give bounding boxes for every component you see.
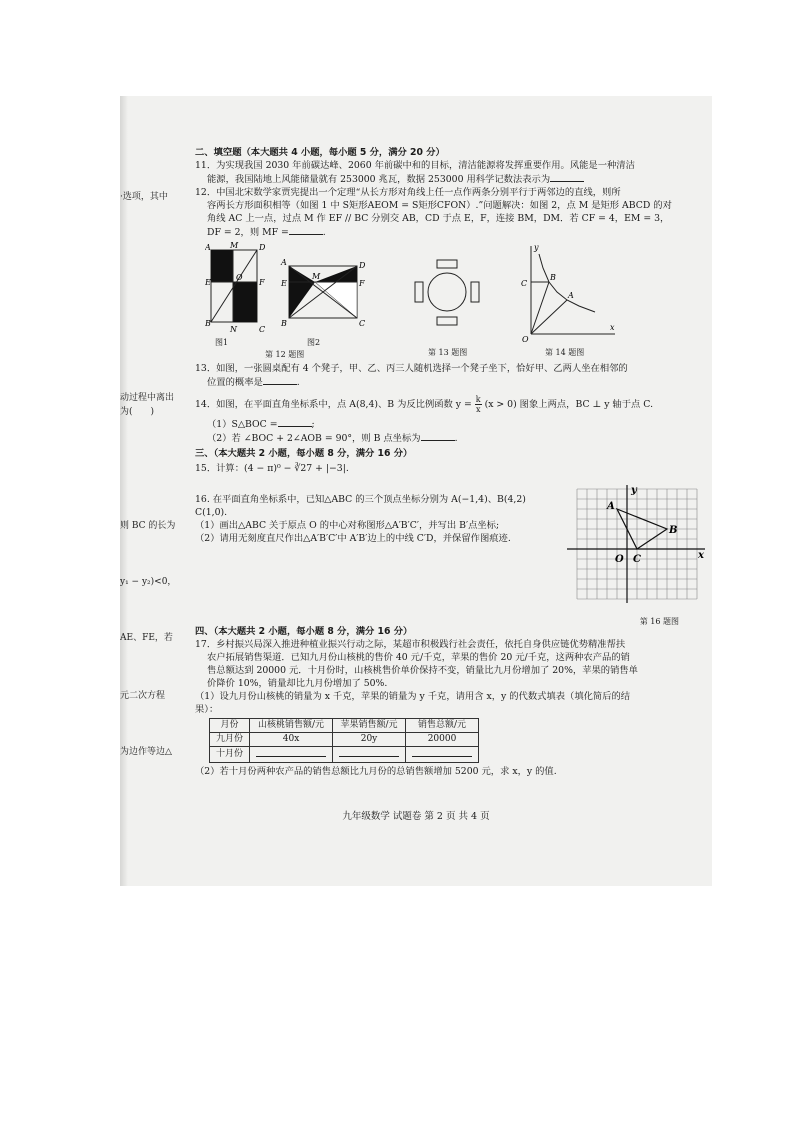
- table-header-cell: 月份: [210, 719, 250, 733]
- answer-blank: [256, 747, 326, 757]
- answer-blank: [278, 417, 312, 427]
- q17-text: 农户拓展销售渠道．已知九月份山核桃的售价 40 元/千克，苹果的售价 20 元/千克，这两种农产品的销: [207, 652, 630, 663]
- edge-text: 为边作等边△: [120, 747, 172, 757]
- fraction-k-over-x: $\frac{k}{x}$: [475, 395, 481, 414]
- q12-text: 角线 AC 上一点，过点 M 作 EF // BC 分别交 AB，CD 于点 E，F，连接 BM，DM．若 CF = 4，EM = 3，: [207, 213, 670, 224]
- label-M: M: [312, 272, 321, 281]
- table-row: [210, 747, 479, 763]
- edge-text: AE、FE，若: [120, 633, 173, 643]
- q16-sub1: （1）画出△ABC 关于原点 O 的中心对称图形△A′B′C′，并写出 B′点坐标;: [195, 520, 500, 531]
- q16-sub2: （2）请用无刻度直尺作出△A′B′C′中 A′B′边上的中线 C′D，并保留作图痕迹.: [195, 533, 511, 544]
- q12-text: 12．中国北宋数学家贾宪提出一个定理“从长方形对角线上任一点作两条分别平行于两邻边的直线，则所: [195, 187, 621, 198]
- fig16-caption: 第 16 题图: [639, 617, 679, 626]
- table-header-cell: 苹果销售额/元: [333, 719, 406, 733]
- table-cell: 九月份: [210, 733, 250, 747]
- section-4-title: 四、（本大题共 2 小题，每小题 8 分，满分 16 分）: [195, 626, 413, 637]
- label-N: N: [230, 325, 237, 334]
- page-footer: 九年级数学 试题卷 第 2 页 共 4 页: [342, 811, 490, 822]
- q17-text: 售总额达到 20000 元．十月份时，山核桃售价单价保持不变，销量比九月份增加了 20%，苹果的销售单: [207, 665, 638, 676]
- answer-blank: [289, 225, 323, 235]
- table-cell-blank: [250, 747, 333, 763]
- label-F: F: [359, 279, 365, 288]
- label-F: F: [259, 278, 265, 287]
- table-cell-blank: [406, 747, 479, 763]
- q16-text: 16. 在平面直角坐标系中，已知△ABC 的三个顶点坐标分别为 A(−1,4)、B(4,2): [195, 494, 526, 505]
- edge-text: 动过程中离出: [120, 393, 175, 403]
- fig1-caption: 图1: [215, 338, 229, 347]
- answer-blank: [339, 747, 399, 757]
- q14-text: 14．如图，在平面直角坐标系中，点 A(8,4)、B 为反比例函数 y = $\frac{k}{x}$ (x > 0) 图象上两点，BC ⊥ y 轴于点 C.: [195, 395, 654, 414]
- q15-text: 15．计算：(4 − π)⁰ − ∛27 + |−3|.: [195, 463, 349, 474]
- table-row: [210, 733, 479, 747]
- fig12-caption: 第 12 题图: [265, 350, 305, 359]
- q17-text: 价降价 10%，销量却比九月份增加了 50%.: [207, 678, 388, 689]
- q11-text: 能源，我国陆地上风能储量就有 253000 兆瓦，数据 253000 用科学记数法表示为: [195, 172, 707, 186]
- previous-page-edge: [120, 96, 188, 886]
- edge-text: 则 BC 的长为: [120, 521, 176, 531]
- label-C: C: [633, 554, 641, 565]
- q14-sub2: （2）若 ∠BOC + 2∠AOB = 90°，则 B 点坐标为 .: [207, 433, 458, 444]
- q17-sub1: （1）设九月份山核桃的销量为 x 千克，苹果的销量为 y 千克，请用含 x，y 的代数式填表（填化简后的结: [195, 691, 631, 702]
- answer-blank: [412, 747, 472, 757]
- q11-text: 11．为实现我国 2030 年前碳达峰、2060 年前碳中和的目标，清洁能源将发挥重要作用。风能是一种清洁: [195, 160, 635, 171]
- label-O: O: [615, 554, 624, 565]
- label-B: B: [281, 319, 287, 328]
- label-C: C: [521, 279, 528, 288]
- q17-sub1: 果）：: [195, 704, 219, 715]
- answer-blank: [263, 375, 297, 385]
- label-x: x: [610, 323, 615, 332]
- label-C: C: [359, 319, 365, 328]
- q12-text: 容两长方形面积相等（如图 1 中 S矩形AEOM = S矩形CFON）.”问题解决：如图 2，点 M 是矩形 ABCD 的对: [207, 200, 672, 211]
- q14-sub1: （1）S△BOC = ;: [207, 419, 315, 430]
- label-E: E: [205, 278, 211, 287]
- label-M: M: [230, 242, 239, 250]
- label-A: A: [205, 243, 211, 252]
- fig2-caption: 图2: [307, 338, 321, 347]
- table-header-cell: 山核桃销售额/元: [250, 719, 333, 733]
- exam-page-photo: [120, 96, 712, 886]
- q16-text-block: [195, 485, 555, 545]
- table-header-cell: 销售总额/元: [406, 719, 479, 733]
- label-B: B: [550, 273, 556, 282]
- q13-text: 13．如图，一张圆桌配有 4 个凳子，甲、乙、丙三人随机选择一个凳子坐下，恰好甲、乙两人坐在相邻的: [195, 363, 628, 374]
- table-header-row: [210, 719, 479, 733]
- fig13-caption: 第 13 题图: [428, 348, 468, 357]
- label-B: B: [205, 319, 211, 328]
- table-cell: 20y: [333, 733, 406, 747]
- figure-row-12-14: [195, 242, 707, 360]
- figure-12-2: [279, 256, 365, 336]
- exam-content: [195, 146, 707, 778]
- table-cell: 十月份: [210, 747, 250, 763]
- answer-blank: [421, 431, 455, 441]
- figure-13-round-table: [407, 250, 487, 340]
- label-D: D: [359, 261, 365, 270]
- q16-text: C(1,0).: [195, 507, 228, 518]
- label-y: y: [534, 243, 539, 252]
- label-O: O: [236, 273, 243, 282]
- figure-16-grid: [567, 485, 707, 615]
- label-A: A: [281, 258, 287, 267]
- q12-text: DF = 2，则 MF = .: [207, 227, 326, 238]
- edge-text: 为( ): [120, 407, 155, 417]
- label-A: A: [607, 501, 615, 512]
- section-2-title: 二、填空题（本大题共 4 小题，每小题 5 分，满分 20 分）: [195, 147, 445, 158]
- answer-blank: [550, 172, 584, 182]
- table-cell-blank: [333, 747, 406, 763]
- edge-text: y₁ − y₂)<0，: [120, 577, 177, 587]
- q17-sub2: （2）若十月份两种农产品的销售总额比九月份的总销售额增加 5200 元，求 x，y 的值.: [195, 766, 557, 777]
- label-D: D: [259, 243, 265, 252]
- figure-14-coordinate: [517, 242, 617, 342]
- q16-block: [195, 485, 707, 625]
- q17-sales-table: [209, 718, 479, 763]
- label-B: B: [669, 525, 678, 536]
- fig14-caption: 第 14 题图: [545, 348, 585, 357]
- label-C: C: [259, 325, 265, 334]
- table-cell: 20000: [406, 733, 479, 747]
- figure-12-1: [205, 242, 265, 337]
- table-cell: 40x: [250, 733, 333, 747]
- label-O: O: [522, 335, 529, 342]
- section-3-title: 三、（本大题共 2 小题，每小题 8 分，满分 16 分）: [195, 448, 413, 459]
- label-E: E: [281, 279, 287, 288]
- q17-text: 17．乡村振兴局深入推进种植业振兴行动之际，某超市积极践行社会责任，依托自身供应链优势精准帮扶: [195, 639, 626, 650]
- q13-text: 位置的概率是 .: [207, 377, 300, 388]
- edge-text: ·选项，其中: [120, 192, 168, 202]
- label-x: x: [698, 550, 704, 561]
- label-A: A: [568, 291, 574, 300]
- label-y: y: [631, 485, 637, 496]
- edge-text: 元二次方程: [120, 691, 166, 701]
